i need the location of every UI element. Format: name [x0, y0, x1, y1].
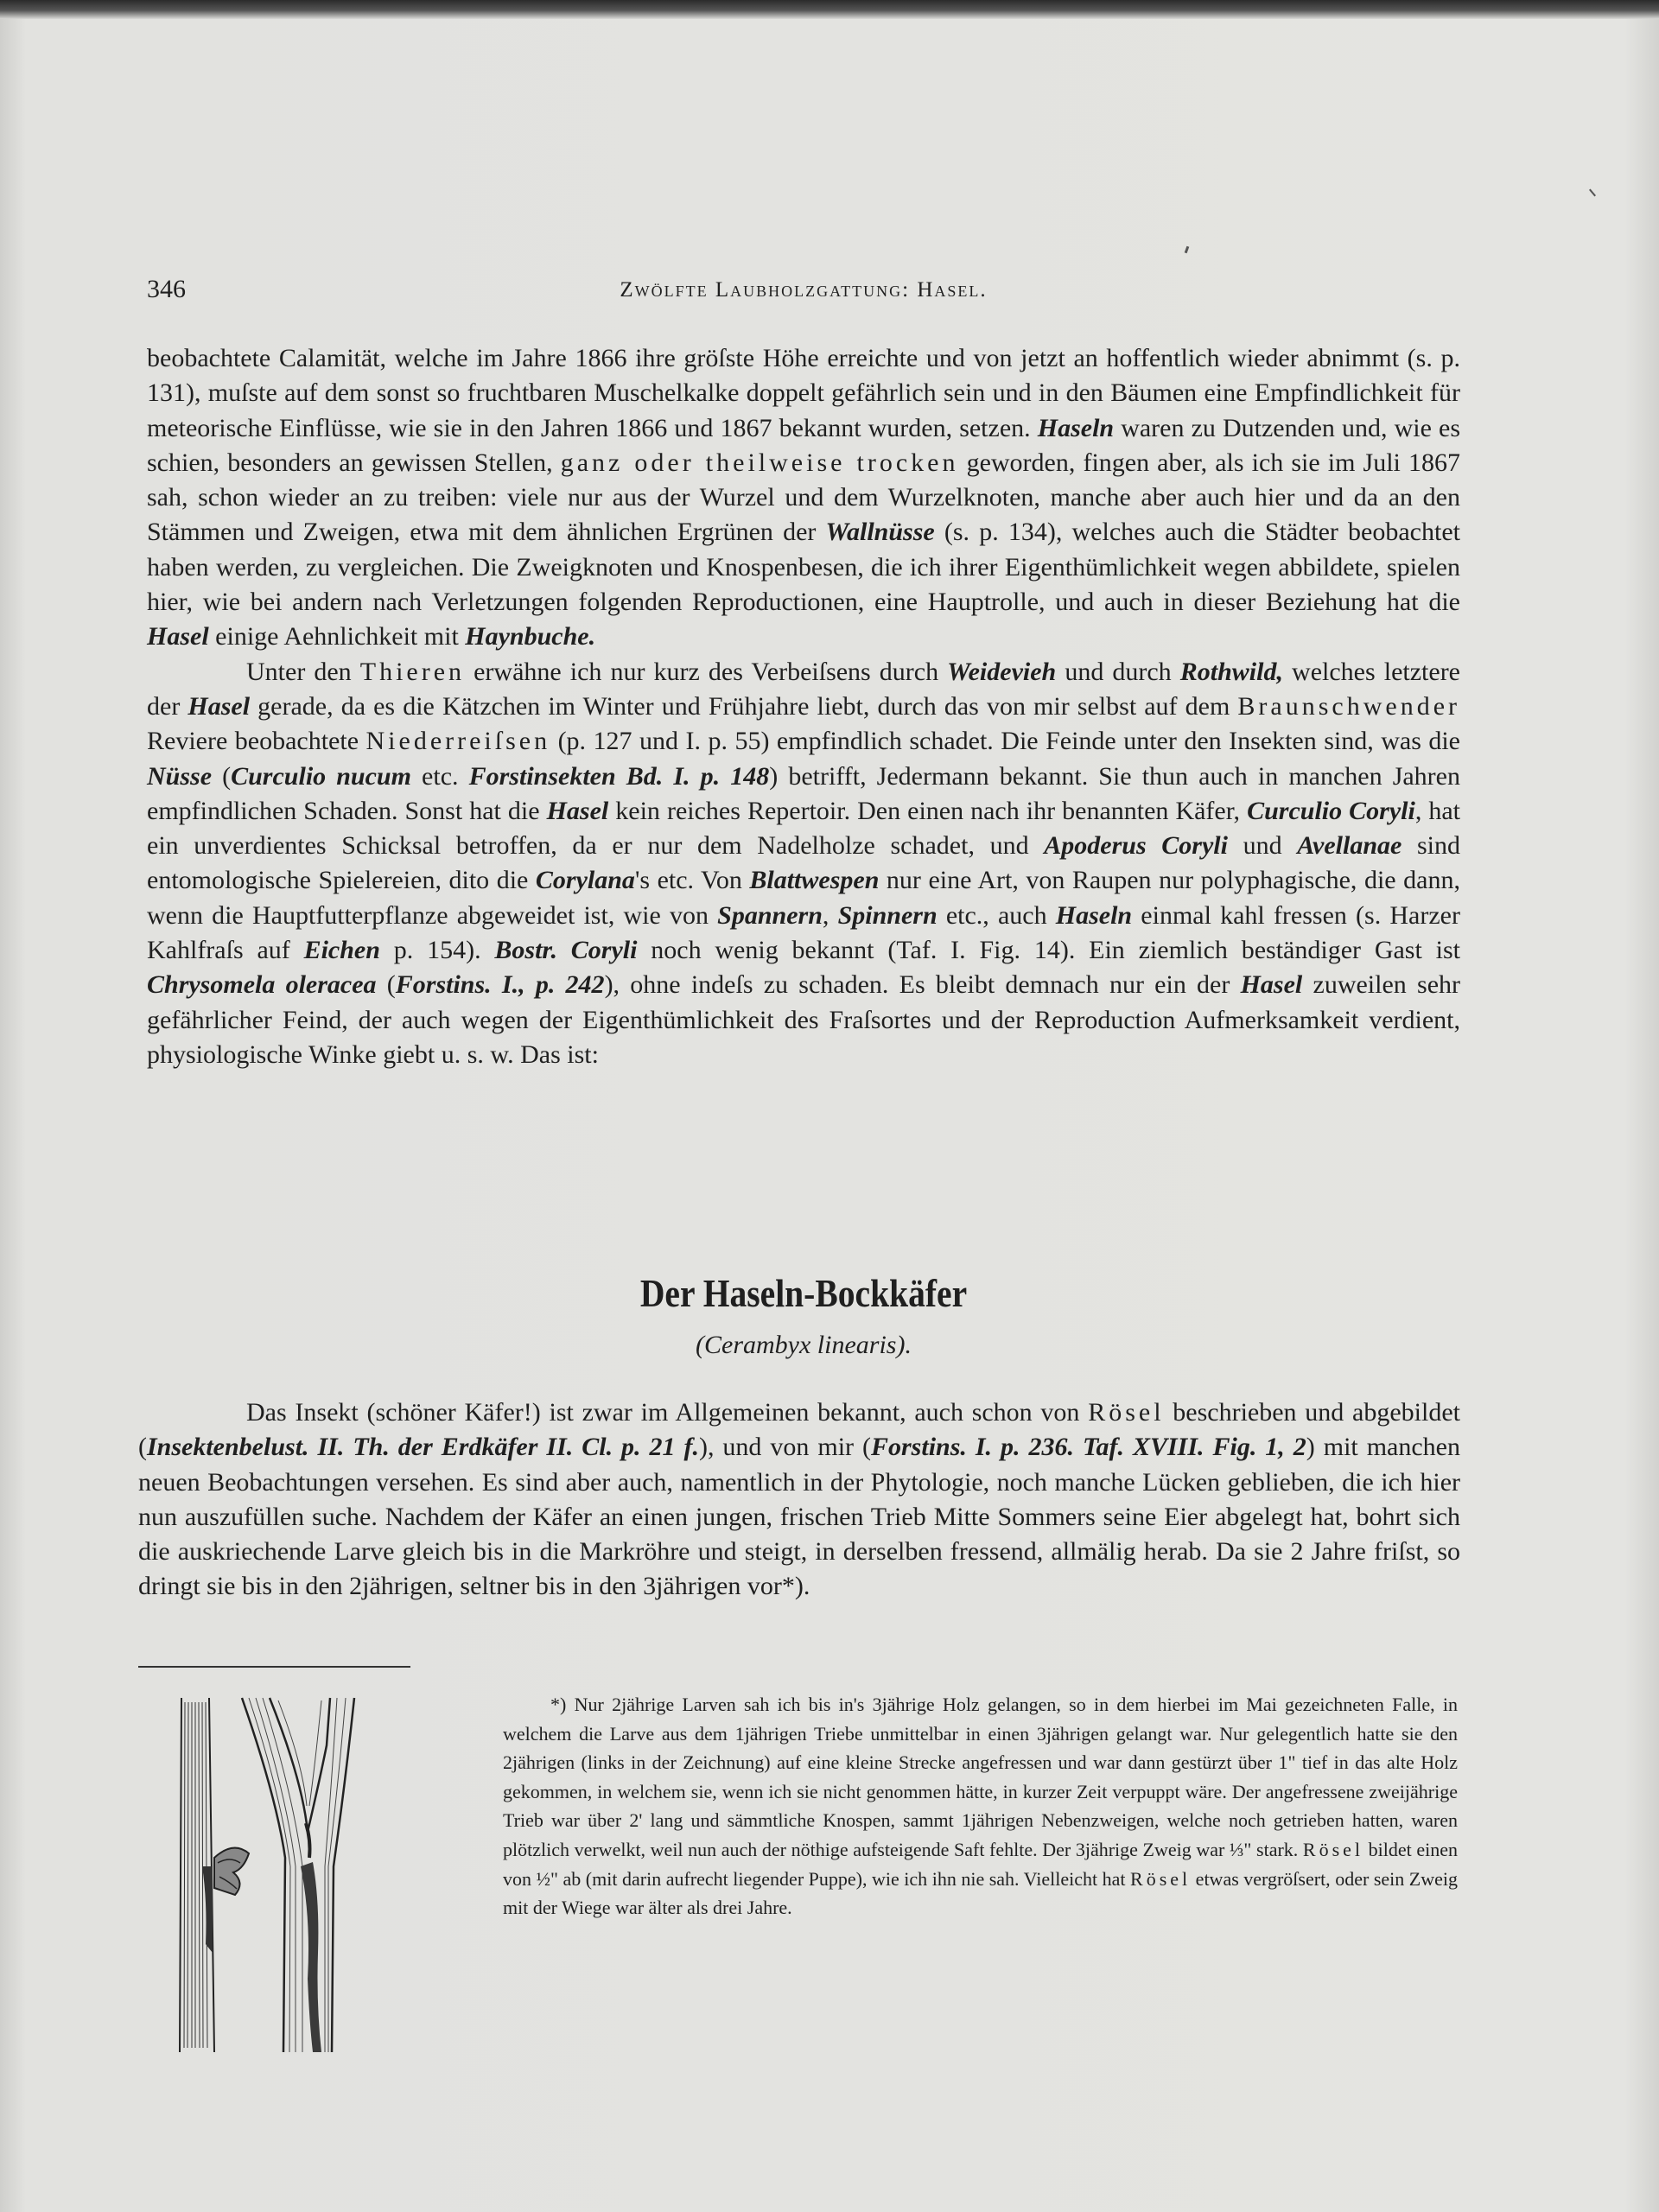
text-run: und — [1227, 831, 1298, 861]
section-title: Der Haseln-Bockkäfer — [639, 1271, 968, 1315]
text-run: sind entomologische Spielereien, dito die — [147, 831, 1461, 895]
term-eichen: Eichen — [303, 936, 380, 965]
spaced-roesel: Rösel — [1302, 1838, 1364, 1860]
term-chrysomela: Chrysomela oleracea — [147, 970, 377, 1000]
ref-insektenbelust: Insektenbelust. II. Th. der Erdkäfer II. Cl. p. 21 f. — [147, 1433, 699, 1462]
paragraph-calamity — [147, 341, 1460, 655]
text-run: p. 154). — [379, 936, 495, 965]
text-run: Das Insekt (schöner Käfer!) ist zwar im Allgemeinen bekannt, auch schon von — [246, 1398, 1089, 1427]
term-blattwespen: Blattwespen — [749, 866, 880, 895]
text-run: ) mit manchen neuen Beobachtungen versehen. Es sind aber auch, namentlich in der Phytologie, noch manche Lücken geblieben, die ich hier nun auszufüllen suche. Nachdem der Käfer an einen jungen, frischen Trieb Mitte Sommers seine Eier abgelegt hat, bohrt sich die auskriechende Larve gleich bis in die Markröhre und steigt, in derselben fressend, allmälig herab. Da sie 2 Jahre friſst, so dringt sie bis in den 2jährigen, seltner bis in den 3jährigen vor*). — [138, 1433, 1460, 1601]
footnote-rule — [138, 1666, 410, 1668]
term-curculio-nucum: Curculio nucum — [231, 761, 411, 791]
text-run: ( — [212, 761, 232, 791]
text-run: etc., auch — [937, 900, 1056, 930]
text-run: nur eine Art, von Raupen nur polyphagische, die dann, wenn die Hauptfutterpflanze abgeweidet ist, wie von — [147, 866, 1460, 930]
running-header — [147, 275, 1460, 313]
text-run: zuweilen sehr gefährlicher Feind, der auch wegen der Eigenthümlichkeit des Fraſsortes und der Reproduction Aufmerksamkeit verdient, physiologische Winke giebt u. s. w. Das ist: — [147, 970, 1460, 1069]
term-nuesse: Nüsse — [147, 761, 213, 791]
text-run: geworden, fingen aber, als ich sie im Juli 1867 sah, schon wieder an zu treiben: viele nur aus der Wurzel und dem Wurzelknoten, manche aber auch hier und da an den Stämmen und Zweigen, etwa mit dem ähnlichen Ergrünen der — [147, 448, 1460, 547]
term-wallnuesse: Wallnüsse — [825, 518, 935, 547]
term-hasel: Hasel — [188, 691, 251, 721]
text-run: ), ohne indeſs zu schaden. Es bleibt demnach nur ein der — [604, 970, 1241, 1000]
term-bostr: Bostr. Coryli — [494, 936, 638, 965]
spaced-phrase: ganz oder theilweise trocken — [560, 448, 959, 477]
term-haynbuche: Haynbuche. — [465, 622, 596, 652]
spaced-roesel: Rösel — [1088, 1398, 1165, 1427]
footnote — [503, 1690, 1458, 1923]
term-spinnern: Spinnern — [837, 900, 938, 930]
text-run: 's etc. Von — [634, 866, 750, 895]
spaced-niederreissen: Niederreiſsen — [365, 727, 551, 756]
scan-speck — [1589, 189, 1596, 197]
scan-speck — [1185, 246, 1190, 254]
term-weidevieh: Weidevieh — [947, 657, 1057, 686]
section-paragraph — [138, 1395, 1460, 1605]
text-run: (p. 127 und I. p. 55) empfindlich schadet. Die Feinde unter den Insekten sind, was die — [550, 727, 1461, 756]
text-run: gerade, da es die Kätzchen im Winter und Frühjahre liebt, durch das von mir selbst auf dem — [250, 691, 1238, 721]
right-twig — [242, 1698, 354, 2052]
text-run: noch wenig bekannt (Taf. I. Fig. 14). Ein ziemlich beständiger Gast ist — [637, 936, 1460, 965]
term-hasel: Hasel — [1240, 970, 1303, 1000]
term-rothwild: Rothwild, — [1179, 657, 1283, 686]
text-run: waren zu Dutzenden und, wie es schien, besonders an gewissen Stellen, — [147, 413, 1461, 477]
page-number: 346 — [147, 275, 186, 303]
text-run: ) betrifft, Jedermann bekannt. Sie thun auch in manchen Jahren empfindlichen Schaden. Sonst hat die — [147, 761, 1460, 825]
term-avellanae: Avellanae — [1297, 831, 1402, 861]
text-run: bildet einen von ½" ab (mit darin aufrecht liegender Puppe), wie ich ihn nie sah. Vielleicht hat — [503, 1838, 1458, 1890]
text-run: , — [822, 900, 838, 930]
text-run: Reviere beobachtete — [147, 727, 366, 756]
term-haseln: Haseln — [1037, 413, 1115, 442]
text-run: Unter den — [246, 657, 360, 686]
spaced-braunschwender: Braunschwender — [1237, 691, 1460, 721]
paragraph-animals — [147, 655, 1460, 1073]
text-run: beschrieben und abgebildet ( — [138, 1398, 1460, 1462]
twig-illustration — [173, 1694, 449, 2056]
scan-edge-band — [0, 0, 1659, 19]
text-run: etc. — [410, 761, 469, 791]
term-spannern: Spannern — [717, 900, 823, 930]
bud-cluster — [214, 1848, 249, 1895]
term-curculio-coryli: Curculio Coryli — [1247, 796, 1415, 825]
text-run: kein reiches Repertoir. Den einen nach ihr benannten Käfer, — [608, 796, 1248, 825]
spaced-thieren: Thieren — [359, 657, 466, 686]
text-run: welches letztere der — [147, 657, 1460, 721]
text-run: beobachtete Calamität, welche im Jahre 1866 ihre gröſste Höhe erreichte und von jetzt an hoffentlich wieder abnimmt (s. p. 131), muſste auf dem sonst so fruchtbaren Muschelkalke doppelt gefährlich sein und in den Bäumen eine Empfindlichkeit für meteorische Einflüsse, wie sie in den Jahren 1866 und 1867 bekannt wurden, setzen. — [147, 344, 1460, 442]
spaced-roesel: Rösel — [1130, 1867, 1192, 1890]
text-run: einmal kahl fressen (s. Harzer Kahlfraſs auf — [147, 900, 1460, 965]
text-run: erwähne ich nur kurz des Verbeiſsens durch — [465, 657, 948, 686]
text-run: , hat ein unverdientes Schicksal betroffen, da er nur dem Nadelholze schadet, und — [147, 796, 1461, 861]
text-run: ), und von mir ( — [698, 1433, 871, 1462]
ref-forstinsekten: Forstinsekten Bd. I. p. 148 — [468, 761, 770, 791]
larva-gallery-right — [301, 1862, 321, 2052]
term-apoderus: Apoderus Coryli — [1044, 831, 1228, 861]
text-run: (s. p. 134), welches auch die Städter beobachtet haben werden, zu vergleichen. Die Zweigknoten und Knospenbesen, die ich ihrer Eigenthümlichkeit wegen abbildete, spielen hier, wie bei andern nach Verletzungen folgenden Reproductionen, eine Hauptrolle, und auch in dieser Beziehung hat die — [147, 518, 1460, 617]
text-run: *) Nur 2jährige Larven sah ich bis in's 3jährige Holz gelangen, so in dem hierbei im Mai gezeichneten Falle, in welchem die Larve aus dem 1jährigen Triebe unmittelbar in einen 3jährigen gelangt war. Nur gelegentlich hatte sie den 2jährigen (links in der Zeichnung) auf eine kleine Strecke angefressen und war dann gestürzt über 1" tief in das alte Holz gekommen, in welchem sie, wenn ich sie nicht genommen hätte, in kurzer Zeit verpuppt wäre. Der angefressene zweijährige Trieb war über 2' lang und sämmtliche Knospen, sammt 1jährigen Nebenzweigen, welche noch getrieben hatten, waren plötzlich verwelkt, weil nun auch der nöthige aufsteigende Saft fehlte. Der 3jährige Zweig war ⅓" stark. — [503, 1694, 1458, 1860]
text-run: etwas vergröſsert, oder sein Zweig mit der Wiege war älter als drei Jahre. — [503, 1867, 1458, 1919]
section-subtitle: (Cerambyx linearis). — [696, 1331, 912, 1359]
term-hasel: Hasel — [546, 796, 609, 825]
text-run: und durch — [1056, 657, 1180, 686]
ref-forstins: Forstins. I., p. 242 — [395, 970, 605, 1000]
ref-forstins: Forstins. I. p. 236. Taf. XVIII. Fig. 1, 2 — [871, 1433, 1306, 1462]
term-corylana: Corylana — [535, 866, 635, 895]
text-run: einige Aehnlichkeit mit — [208, 622, 466, 652]
term-hasel: Hasel — [147, 622, 209, 652]
text-run: ( — [376, 970, 396, 1000]
larva-gallery-left — [202, 1866, 213, 1953]
term-haseln: Haseln — [1055, 900, 1133, 930]
main-text — [147, 341, 1460, 1072]
running-title: Zwölfte Laubholzgattung: Hasel. — [620, 278, 988, 302]
